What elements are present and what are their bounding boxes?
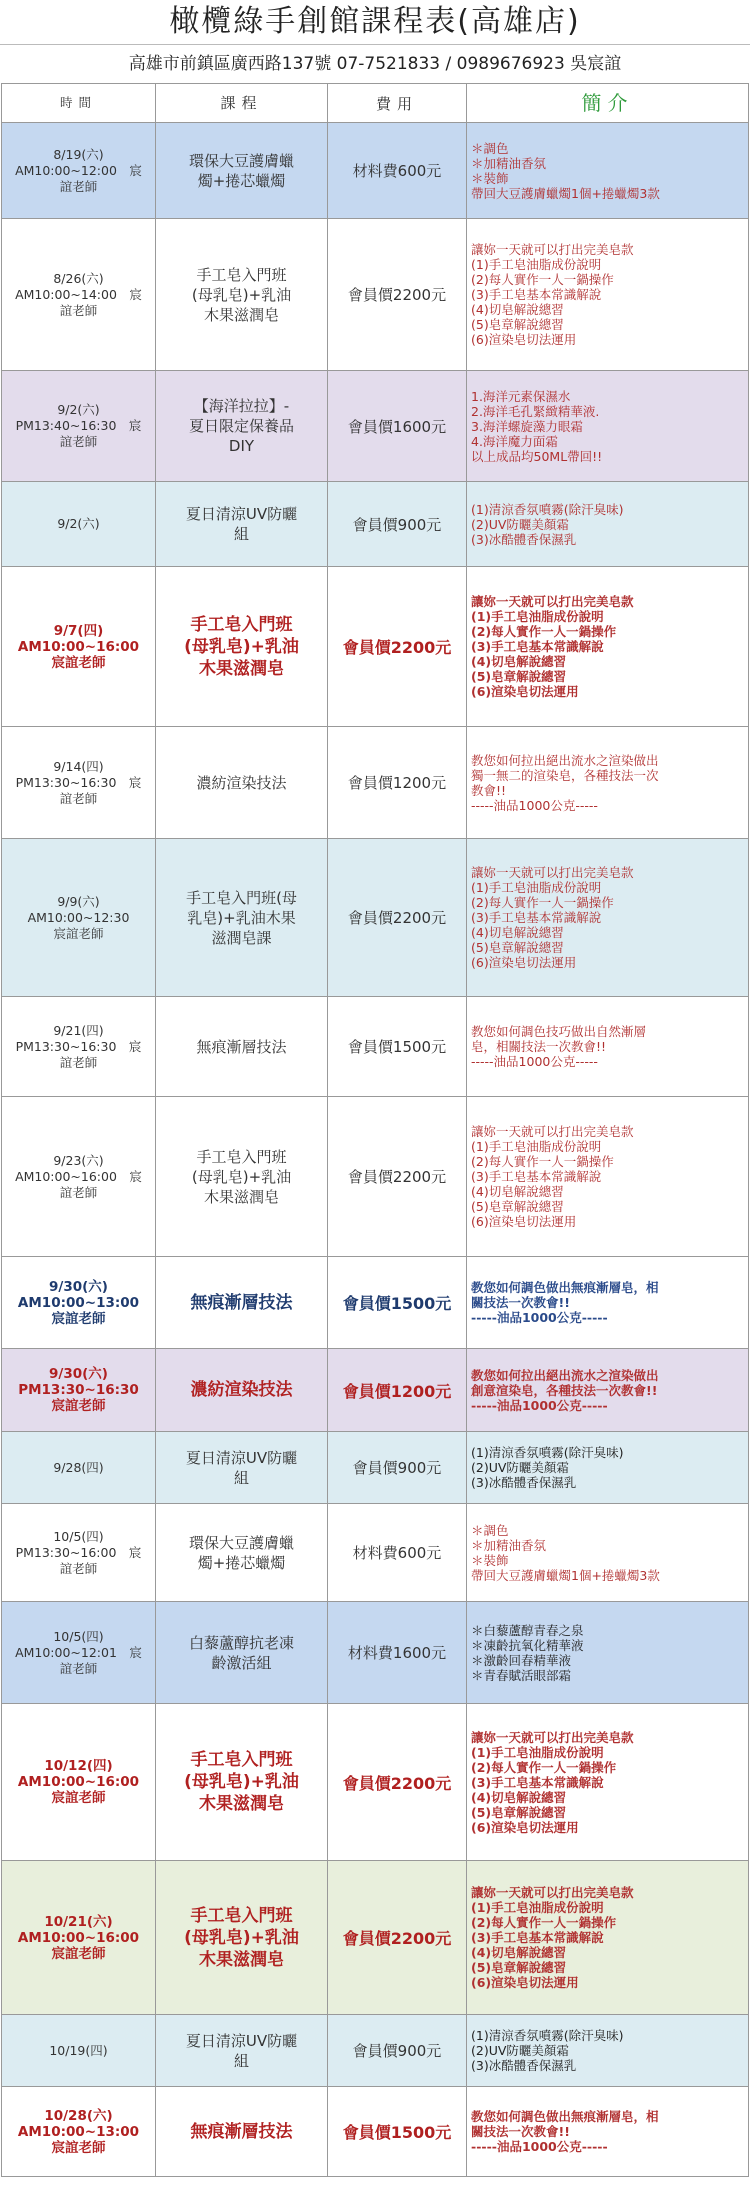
desc-line: 帶回大豆護膚蠟燭1個+捲蠟燭3款 bbox=[471, 1567, 660, 1583]
course-line: 夏日清涼UV防曬 bbox=[185, 2031, 298, 2050]
desc-line: ＊加精油香氛 bbox=[471, 1537, 547, 1553]
desc-line: ＊加精油香氛 bbox=[471, 155, 547, 171]
desc-line: (1)手工皂油脂成份說明 bbox=[471, 880, 602, 895]
desc-line: -----油品1000公克----- bbox=[471, 797, 598, 813]
course-line: 白藜蘆醇抗老凍 bbox=[188, 1633, 294, 1652]
time-line: 誼老師 bbox=[59, 1054, 98, 1070]
course-cell bbox=[156, 727, 328, 839]
desc-line: 關技法一次教會!! bbox=[471, 2124, 570, 2139]
time-line: 9/23(六) bbox=[53, 1152, 104, 1168]
time-line: 10/28(六) bbox=[44, 2107, 113, 2124]
time-line: 宸誼老師 bbox=[51, 1310, 106, 1327]
desc-line: (5)皂章解說總習 bbox=[471, 1960, 567, 1975]
time-cell bbox=[2, 482, 156, 567]
desc-line: ＊裝飾 bbox=[471, 170, 509, 186]
time-cell bbox=[2, 727, 156, 839]
desc-line: (3)手工皂基本常識解說 bbox=[471, 1169, 602, 1184]
desc-line: ＊裝飾 bbox=[471, 1552, 509, 1568]
desc-line: (1)手工皂油脂成份說明 bbox=[471, 609, 604, 624]
time-line: 9/7(四) bbox=[53, 622, 104, 639]
desc-line: (2)每人實作一人一鍋操作 bbox=[471, 624, 617, 639]
course-line: (母乳皂)+乳油 bbox=[184, 636, 299, 657]
course-line: 環保大豆護膚蠟 bbox=[188, 1533, 294, 1552]
desc-cell bbox=[467, 1432, 749, 1504]
store-address: 高雄市前鎮區廣西路137號 07-7521833 / 0989676923 吳宸誼 bbox=[128, 54, 622, 74]
time-line: AM10:00~12:00 宸 bbox=[15, 162, 142, 178]
table-row bbox=[2, 567, 749, 727]
time-line: 9/30(六) bbox=[49, 1278, 108, 1295]
time-line: 10/12(四) bbox=[44, 1758, 113, 1774]
course-table bbox=[1, 83, 749, 2177]
course-line: 無痕漸層技法 bbox=[190, 2121, 293, 2142]
course-line: (母乳皂)+乳油 bbox=[191, 285, 292, 304]
time-line: 宸誼老師 bbox=[53, 925, 104, 941]
time-line: 誼老師 bbox=[59, 1560, 98, 1576]
course-cell bbox=[156, 1504, 328, 1602]
time-cell bbox=[2, 997, 156, 1097]
time-cell bbox=[2, 1504, 156, 1602]
time-line: 誼老師 bbox=[59, 1660, 98, 1676]
table-row bbox=[2, 219, 749, 371]
fee-cell: 會員價2200元 bbox=[328, 1861, 467, 2015]
page-title: 橄欖綠手創館課程表(高雄店) bbox=[0, 0, 750, 45]
course-line: 木果滋潤皂 bbox=[199, 658, 284, 679]
desc-line: (3)冰酷體香保濕乳 bbox=[471, 2058, 577, 2073]
course-line: 手工皂入門班 bbox=[196, 1147, 287, 1166]
course-cell bbox=[156, 1349, 328, 1432]
desc-line: (4)切皂解說總習 bbox=[471, 1789, 567, 1805]
table-row bbox=[2, 839, 749, 997]
desc-cell bbox=[467, 123, 749, 219]
desc-line: 讓妳一天就可以打出完美皂款 bbox=[471, 594, 634, 609]
desc-line: (2)UV防曬美顏霜 bbox=[471, 1460, 569, 1475]
table-row bbox=[2, 1861, 749, 2015]
time-line: 9/21(四) bbox=[53, 1022, 104, 1038]
desc-line: -----油品1000公克----- bbox=[471, 2139, 608, 2154]
table-header bbox=[2, 84, 749, 123]
time-line: 誼老師 bbox=[59, 1184, 98, 1200]
desc-line: 帶回大豆護膚蠟燭1個+捲蠟燭3款 bbox=[471, 185, 660, 201]
time-line: PM13:30~16:30 宸 bbox=[15, 774, 142, 790]
desc-line: (3)手工皂基本常識解說 bbox=[471, 1774, 604, 1790]
course-line: 木果滋潤皂 bbox=[199, 1794, 284, 1814]
desc-line: 教您如何拉出絕出流水之渲染做出 bbox=[471, 752, 659, 768]
time-line: 宸誼老師 bbox=[51, 1945, 106, 1962]
course-line: 木果滋潤皂 bbox=[203, 1187, 279, 1206]
table-row bbox=[2, 123, 749, 219]
course-line: 木果滋潤皂 bbox=[199, 1949, 284, 1970]
course-cell bbox=[156, 1257, 328, 1349]
course-line: 無痕漸層技法 bbox=[196, 1037, 287, 1056]
desc-cell bbox=[467, 1349, 749, 1432]
course-line: 木果滋潤皂 bbox=[203, 305, 279, 324]
course-line: 【海洋拉拉】- bbox=[193, 397, 290, 415]
time-line: 9/9(六) bbox=[57, 893, 100, 909]
desc-line: (5)皂章解說總習 bbox=[471, 1199, 564, 1214]
course-line: (母乳皂)+乳油 bbox=[191, 1167, 292, 1186]
desc-line: (5)皂章解說總習 bbox=[471, 1804, 567, 1820]
desc-line: (2)每人實作一人一鍋操作 bbox=[471, 1154, 614, 1169]
desc-line: (5)皂章解說總習 bbox=[471, 669, 567, 684]
desc-line: 教您如何調色做出無痕漸層皂，相 bbox=[471, 1280, 659, 1295]
desc-line: (2)UV防曬美顏霜 bbox=[471, 2043, 569, 2058]
course-line: 夏日清涼UV防曬 bbox=[185, 505, 298, 523]
desc-line: ＊激齡回春精華液 bbox=[471, 1652, 572, 1668]
desc-line: (3)手工皂基本常識解說 bbox=[471, 287, 602, 302]
time-line: PM13:30~16:30 bbox=[18, 1382, 139, 1398]
course-line: 濃紡渲染技法 bbox=[190, 1380, 293, 1400]
desc-cell bbox=[467, 2015, 749, 2087]
desc-cell bbox=[467, 219, 749, 371]
fee-cell: 會員價1200元 bbox=[328, 727, 467, 839]
time-line: 誼老師 bbox=[59, 178, 98, 194]
desc-cell bbox=[467, 482, 749, 567]
course-cell bbox=[156, 997, 328, 1097]
desc-line: 讓妳一天就可以打出完美皂款 bbox=[471, 865, 634, 880]
fee-cell: 材料費600元 bbox=[328, 123, 467, 219]
time-line: 宸誼老師 bbox=[51, 2139, 106, 2156]
fee-cell: 會員價900元 bbox=[328, 2015, 467, 2087]
desc-line: (6)渲染皂切法運用 bbox=[471, 332, 577, 347]
time-cell bbox=[2, 123, 156, 219]
time-line: AM10:00~16:00 bbox=[17, 638, 140, 655]
desc-line: (2)每人實作一人一鍋操作 bbox=[471, 1759, 617, 1775]
header-fee: 費用 bbox=[328, 84, 467, 123]
desc-cell bbox=[467, 1504, 749, 1602]
time-line: PM13:30~16:30 宸 bbox=[15, 1038, 142, 1054]
time-line: 9/2(六) bbox=[57, 402, 100, 417]
desc-line: (1)手工皂油脂成份說明 bbox=[471, 1744, 604, 1760]
fee-cell: 材料費1600元 bbox=[328, 1602, 467, 1704]
course-cell bbox=[156, 1861, 328, 2015]
course-line: 手工皂入門班(母 bbox=[186, 888, 297, 907]
desc-line: 教會!! bbox=[471, 782, 507, 798]
desc-line: (2)每人實作一人一鍋操作 bbox=[471, 895, 614, 910]
desc-line: 讓妳一天就可以打出完美皂款 bbox=[471, 1885, 634, 1900]
table-row bbox=[2, 1504, 749, 1602]
desc-line: ＊調色 bbox=[471, 1522, 509, 1538]
course-line: 手工皂入門班 bbox=[190, 1750, 293, 1770]
desc-cell bbox=[467, 1097, 749, 1257]
desc-line: 以上成品均50ML帶回!! bbox=[471, 448, 603, 464]
time-line: 9/14(四) bbox=[53, 758, 104, 774]
course-line: 齡激活組 bbox=[211, 1653, 272, 1672]
time-line: 10/5(四) bbox=[53, 1628, 104, 1644]
desc-line: (3)手工皂基本常識解說 bbox=[471, 910, 602, 925]
table-row bbox=[2, 1432, 749, 1504]
desc-line: (6)渲染皂切法運用 bbox=[471, 1975, 579, 1990]
desc-line: 獨一無二的渲染皂，各種技法一次 bbox=[471, 767, 659, 783]
table-row bbox=[2, 997, 749, 1097]
desc-line: (1)清涼香氛噴霧(除汗臭味) bbox=[471, 2028, 624, 2043]
desc-line: (4)切皂解說總習 bbox=[471, 1945, 567, 1960]
time-cell bbox=[2, 839, 156, 997]
desc-cell bbox=[467, 839, 749, 997]
course-cell bbox=[156, 123, 328, 219]
course-line: 燭+捲芯蠟燭 bbox=[197, 171, 286, 190]
desc-cell bbox=[467, 371, 749, 482]
time-line: PM13:40~16:30 宸 bbox=[15, 418, 142, 433]
desc-line: -----油品1000公克----- bbox=[471, 1397, 608, 1413]
course-line: 手工皂入門班 bbox=[190, 1905, 293, 1926]
desc-line: 4.海洋魔力面霜 bbox=[471, 433, 558, 449]
desc-line: ＊凍齡抗氧化精華液 bbox=[471, 1637, 584, 1653]
time-line: AM10:00~16:00 bbox=[17, 1929, 140, 1946]
time-line: PM13:30~16:00 宸 bbox=[15, 1544, 142, 1560]
course-line: 手工皂入門班 bbox=[190, 614, 293, 635]
desc-line: (4)切皂解說總習 bbox=[471, 925, 564, 940]
desc-cell bbox=[467, 567, 749, 727]
time-cell bbox=[2, 1704, 156, 1861]
desc-line: (1)手工皂油脂成份說明 bbox=[471, 1139, 602, 1154]
desc-line: ＊青春賦活眼部霜 bbox=[471, 1667, 572, 1683]
time-cell bbox=[2, 1861, 156, 2015]
course-line: 環保大豆護膚蠟 bbox=[188, 151, 294, 170]
course-cell bbox=[156, 1704, 328, 1861]
time-line: 9/30(六) bbox=[49, 1366, 108, 1382]
fee-cell: 會員價2200元 bbox=[328, 839, 467, 997]
time-line: 10/5(四) bbox=[53, 1528, 104, 1544]
fee-cell: 會員價1500元 bbox=[328, 2087, 467, 2177]
time-cell bbox=[2, 1602, 156, 1704]
desc-line: (5)皂章解說總習 bbox=[471, 940, 564, 955]
desc-line: 讓妳一天就可以打出完美皂款 bbox=[471, 1124, 634, 1139]
course-line: 組 bbox=[233, 2051, 249, 2070]
time-line: 10/19(四) bbox=[49, 2042, 108, 2058]
time-line: 9/2(六) bbox=[57, 516, 100, 531]
desc-line: (2)每人實作一人一鍋操作 bbox=[471, 1915, 617, 1930]
table-row bbox=[2, 1704, 749, 1861]
course-line: 組 bbox=[233, 1468, 249, 1487]
fee-cell: 會員價2200元 bbox=[328, 567, 467, 727]
time-line: 8/26(六) bbox=[53, 270, 104, 286]
fee-cell: 會員價2200元 bbox=[328, 1097, 467, 1257]
table-row bbox=[2, 727, 749, 839]
fee-cell: 會員價1500元 bbox=[328, 1257, 467, 1349]
desc-line: (3)手工皂基本常識解說 bbox=[471, 639, 604, 654]
desc-line: (6)渲染皂切法運用 bbox=[471, 1214, 577, 1229]
fee-cell: 會員價900元 bbox=[328, 482, 467, 567]
course-line: (母乳皂)+乳油 bbox=[184, 1927, 299, 1948]
desc-line: (2)每人實作一人一鍋操作 bbox=[471, 272, 614, 287]
course-cell bbox=[156, 2015, 328, 2087]
course-cell bbox=[156, 371, 328, 482]
desc-line: 3.海洋螺旋藻力眼霜 bbox=[471, 418, 583, 434]
desc-line: 創意渲染皂，各種技法一次教會!! bbox=[471, 1382, 658, 1398]
course-line: 夏日限定保養品 bbox=[188, 417, 294, 435]
header-desc: 簡介 bbox=[467, 84, 749, 123]
fee-cell: 會員價1600元 bbox=[328, 371, 467, 482]
course-cell bbox=[156, 1432, 328, 1504]
desc-cell bbox=[467, 1861, 749, 2015]
desc-line: -----油品1000公克----- bbox=[471, 1054, 598, 1069]
desc-line: (6)渲染皂切法運用 bbox=[471, 684, 579, 699]
desc-line: 1.海洋元素保濕水 bbox=[471, 388, 571, 404]
fee-cell: 材料費600元 bbox=[328, 1504, 467, 1602]
table-row bbox=[2, 1602, 749, 1704]
time-cell bbox=[2, 1257, 156, 1349]
course-cell bbox=[156, 2087, 328, 2177]
time-cell bbox=[2, 1349, 156, 1432]
desc-cell bbox=[467, 1704, 749, 1861]
desc-cell bbox=[467, 2087, 749, 2177]
fee-cell: 會員價2200元 bbox=[328, 1704, 467, 1861]
time-line: AM10:00~13:00 bbox=[17, 2123, 140, 2140]
fee-cell: 會員價1500元 bbox=[328, 997, 467, 1097]
desc-line: 教您如何調色做出無痕漸層皂，相 bbox=[471, 2109, 659, 2124]
table-row bbox=[2, 482, 749, 567]
desc-line: ＊白藜蘆醇青春之泉 bbox=[471, 1622, 584, 1638]
time-line: AM10:00~12:30 bbox=[27, 909, 130, 925]
desc-line: (1)手工皂油脂成份說明 bbox=[471, 257, 602, 272]
desc-line: 皂，相關技法一次教會!! bbox=[471, 1039, 607, 1054]
course-line: (母乳皂)+乳油 bbox=[184, 1772, 299, 1792]
time-cell bbox=[2, 2087, 156, 2177]
desc-line: (1)清涼香氛噴霧(除汗臭味) bbox=[471, 1445, 624, 1460]
desc-cell bbox=[467, 727, 749, 839]
table-row bbox=[2, 1349, 749, 1432]
desc-line: (6)渲染皂切法運用 bbox=[471, 955, 577, 970]
time-line: 9/28(四) bbox=[53, 1459, 104, 1475]
table-row bbox=[2, 2015, 749, 2087]
fee-cell: 會員價2200元 bbox=[328, 219, 467, 371]
course-cell bbox=[156, 1097, 328, 1257]
course-cell bbox=[156, 1602, 328, 1704]
desc-line: (1)清涼香氛噴霧(除汗臭味) bbox=[471, 501, 624, 517]
desc-line: (3)冰酷體香保濕乳 bbox=[471, 1475, 577, 1490]
time-cell bbox=[2, 219, 156, 371]
desc-line: 2.海洋毛孔緊緻精華液. bbox=[471, 403, 600, 419]
desc-line: 教您如何拉出絕出流水之渲染做出 bbox=[471, 1367, 659, 1383]
time-cell bbox=[2, 567, 156, 727]
table-row bbox=[2, 2087, 749, 2177]
header-time: 時間 bbox=[2, 84, 156, 123]
time-line: AM10:00~12:01 宸 bbox=[15, 1644, 142, 1660]
course-line: 無痕漸層技法 bbox=[190, 1292, 293, 1313]
time-cell bbox=[2, 2015, 156, 2087]
time-line: 宸誼老師 bbox=[51, 654, 106, 671]
table-row bbox=[2, 1097, 749, 1257]
fee-cell: 會員價1200元 bbox=[328, 1349, 467, 1432]
time-line: 誼老師 bbox=[59, 434, 98, 449]
time-line: AM10:00~14:00 宸 bbox=[15, 286, 142, 302]
time-line: AM10:00~16:00 bbox=[17, 1774, 140, 1790]
course-line: 組 bbox=[233, 525, 249, 543]
desc-line: (6)渲染皂切法運用 bbox=[471, 1819, 579, 1835]
time-cell bbox=[2, 371, 156, 482]
table-row bbox=[2, 1257, 749, 1349]
course-cell bbox=[156, 219, 328, 371]
desc-line: ＊調色 bbox=[471, 140, 509, 156]
desc-line: (4)切皂解說總習 bbox=[471, 1184, 564, 1199]
course-cell bbox=[156, 482, 328, 567]
time-line: 誼老師 bbox=[59, 790, 98, 806]
desc-line: (1)手工皂油脂成份說明 bbox=[471, 1900, 604, 1915]
desc-cell bbox=[467, 1602, 749, 1704]
desc-line: (3)手工皂基本常識解說 bbox=[471, 1930, 604, 1945]
course-line: 滋潤皂課 bbox=[211, 928, 272, 947]
table-row bbox=[2, 371, 749, 482]
fee-cell: 會員價900元 bbox=[328, 1432, 467, 1504]
course-line: 手工皂入門班 bbox=[196, 265, 287, 284]
desc-cell bbox=[467, 1257, 749, 1349]
time-line: 誼老師 bbox=[59, 302, 98, 318]
course-line: 夏日清涼UV防曬 bbox=[185, 1448, 298, 1467]
time-line: 8/19(六) bbox=[53, 146, 104, 162]
time-cell bbox=[2, 1097, 156, 1257]
time-line: 宸誼老師 bbox=[51, 1398, 106, 1414]
time-line: AM10:00~16:00 宸 bbox=[15, 1168, 142, 1184]
time-line: 宸誼老師 bbox=[51, 1790, 106, 1806]
desc-line: (4)切皂解說總習 bbox=[471, 302, 564, 317]
course-line: 燭+捲芯蠟燭 bbox=[197, 1553, 286, 1572]
time-line: 10/21(六) bbox=[44, 1913, 113, 1930]
desc-line: (5)皂章解說總習 bbox=[471, 317, 564, 332]
header-course: 課程 bbox=[156, 84, 328, 123]
desc-line: (3)冰酷體香保濕乳 bbox=[471, 531, 577, 547]
time-cell bbox=[2, 1432, 156, 1504]
time-line: AM10:00~13:00 bbox=[17, 1294, 140, 1311]
desc-line: (4)切皂解說總習 bbox=[471, 654, 567, 669]
desc-line: 教您如何調色技巧做出自然漸層 bbox=[471, 1024, 647, 1039]
desc-line: -----油品1000公克----- bbox=[471, 1310, 608, 1325]
course-line: DIY bbox=[228, 437, 255, 455]
desc-line: (2)UV防曬美顏霜 bbox=[471, 516, 569, 532]
course-line: 乳皂)+乳油木果 bbox=[187, 908, 296, 927]
desc-cell bbox=[467, 997, 749, 1097]
course-cell bbox=[156, 839, 328, 997]
course-cell bbox=[156, 567, 328, 727]
desc-line: 讓妳一天就可以打出完美皂款 bbox=[471, 1729, 634, 1745]
course-line: 濃紡渲染技法 bbox=[196, 773, 287, 792]
desc-line: 關技法一次教會!! bbox=[471, 1295, 570, 1310]
desc-line: 讓妳一天就可以打出完美皂款 bbox=[471, 242, 634, 257]
